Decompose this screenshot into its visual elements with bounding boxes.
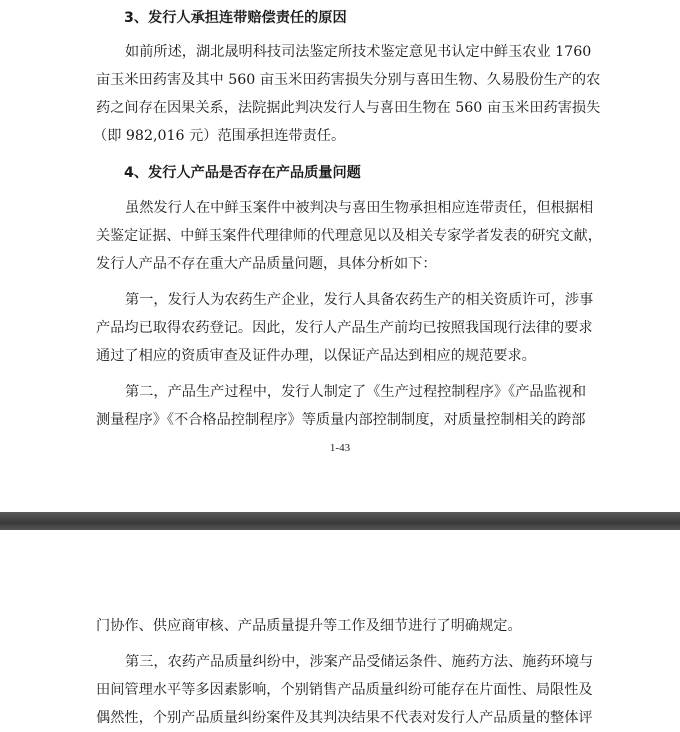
paragraph-line: 第一，发行人为农药生产企业，发行人具备农药生产的相关资质许可，涉事 — [125, 292, 594, 308]
paragraph-line: 测量程序》《不合格品控制程序》等质量内部控制制度，对质量控制相关的跨部 — [96, 412, 586, 428]
paragraph-line: 虽然发行人在中鲜玉案件中被判决与喜田生物承担相应连带责任，但根据相 — [125, 200, 594, 216]
section-3-heading: 3、发行人承担连带赔偿责任的原因 — [124, 10, 347, 26]
paragraph-line: 发行人产品不存在重大产品质量问题，具体分析如下： — [96, 256, 437, 272]
paragraph-line: 如前所述，湖北晟明科技司法鉴定所技术鉴定意见书认定中鲜玉农业 1760 — [125, 44, 592, 60]
paragraph-line: 亩玉米田药害及其中 560 亩玉米田药害损失分别与喜田生物、久易股份生产的农 — [96, 72, 601, 88]
paragraph-line: 第二，产品生产过程中，发行人制定了《生产过程控制程序》《产品监视和 — [125, 384, 587, 400]
document-page-bottom — [0, 530, 680, 732]
paragraph-line: （即 982,016 元）范围承担连带责任。 — [93, 128, 346, 144]
section-4-heading: 4、发行人产品是否存在产品质量问题 — [124, 165, 361, 181]
paragraph-line: 关鉴定证据、中鲜玉案件代理律师的代理意见以及相关专家学者发表的研究文献， — [96, 228, 602, 244]
paragraph-line: 田间管理水平等多因素影响，个别销售产品质量纠纷可能存在片面性、局限性及 — [96, 682, 593, 698]
paragraph-line: 药之间存在因果关系，法院据此判决发行人与喜田生物在 560 亩玉米田药害损失 — [96, 100, 601, 116]
paragraph-line: 产品均已取得农药登记。因此，发行人产品生产前均已按照我国现行法律的要求 — [96, 320, 593, 336]
paragraph-line: 门协作、供应商审核、产品质量提升等工作及细节进行了明确规定。 — [96, 618, 522, 634]
page-number: 1-43 — [329, 442, 351, 454]
paragraph-line: 第三，农药产品质量纠纷中，涉案产品受储运条件、施药方法、施药环境与 — [125, 654, 594, 670]
page-separator — [0, 512, 680, 530]
paragraph-line: 通过了相应的资质审查及证件办理，以保证产品达到相应的规范要求。 — [96, 348, 536, 364]
paragraph-line: 偶然性，个别产品质量纠纷案件及其判决结果不代表对发行人产品质量的整体评 — [96, 710, 593, 726]
